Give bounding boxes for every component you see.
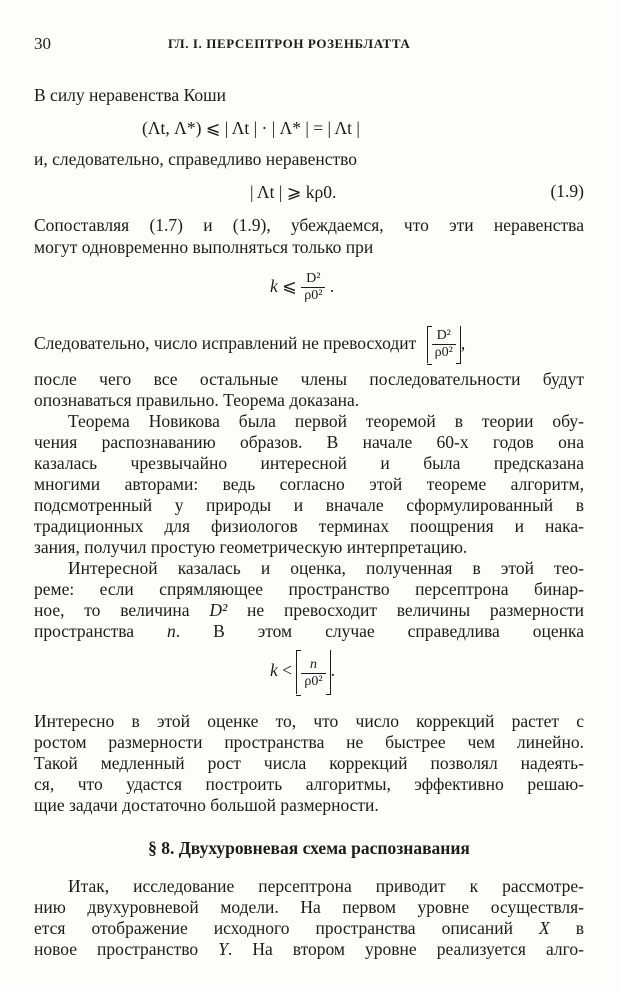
text-segment: не превосходит величины размерности [227, 600, 584, 620]
text-line: ростом размерности пространства не быстрее чем линейно. [34, 732, 584, 752]
text-line: могут одновременно выполняться только при [34, 237, 374, 257]
math-k: k [270, 660, 278, 681]
formula-cauchy: (Λt, Λ*) ⩽ | Λt | · | Λ* | = | Λt | [142, 118, 360, 138]
text-line: зания, получил простую геометрическую интерпретацию. [34, 537, 468, 557]
text-segment: ное, то величина [34, 600, 210, 620]
fraction-numerator: n [301, 657, 325, 674]
page-header [34, 34, 584, 56]
text-line: чения распознаванию образов. В начале 60-х годов она [34, 432, 584, 452]
text-segment: . В этом случае справедлива оценка [175, 621, 584, 641]
math-Y: Y [218, 939, 228, 959]
fraction-numerator: D² [432, 328, 456, 345]
fraction-denominator: ρ0² [304, 674, 323, 690]
text-line: казалась чрезвычайно интересной и была предсказана [34, 453, 584, 473]
text-line [34, 938, 584, 960]
running-head: ГЛ. I. ПЕРСЕПТРОН РОЗЕНБЛАТТА [168, 36, 411, 51]
text-line-with-formula [34, 326, 465, 363]
math-period: . [330, 660, 335, 681]
math-comma: , [460, 332, 466, 353]
math-lt: < [282, 660, 293, 681]
fraction-numerator: D² [301, 271, 325, 288]
math-X: X [538, 918, 550, 938]
formula-k-bound [270, 268, 334, 304]
formula-1-9: | Λt | ⩾ kρ0. [250, 182, 337, 202]
fraction-denominator: ρ0² [434, 345, 453, 361]
text-line: реме: если спрямляющее пространство персептрона бинар- [34, 579, 584, 599]
math-le: ⩽ [282, 276, 297, 296]
text-line: нию двухуровневой модели. На первом уровне осуществля- [34, 897, 584, 917]
section-heading: § 8. Двухуровневая схема распознавания [148, 838, 470, 858]
text-segment: пространства [34, 621, 167, 641]
text-line: Сопоставляя (1.7) и (1.9), убеждаемся, что эти неравенства [34, 215, 584, 235]
floor-bracket [427, 326, 461, 363]
page-number: 30 [34, 34, 51, 53]
text-segment: новое пространство [34, 939, 219, 959]
math-period: . [329, 276, 335, 296]
math-n: n [167, 621, 176, 641]
math-D2: D² [209, 600, 228, 620]
text-line [34, 599, 584, 621]
book-page [34, 0, 584, 990]
text-line [34, 620, 584, 642]
text-line: и, следовательно, справедливо неравенство [34, 149, 358, 169]
text-line: Интересной казалась и оценка, полученная в этой тео- [68, 558, 584, 578]
floor-bracket [296, 650, 330, 694]
text-line: опознаваться правильно. Теорема доказана. [34, 390, 360, 410]
text-segment: Следовательно, число исправлений не превосходит [34, 332, 417, 353]
text-line: Итак, исследование персептрона приводит к рассмотре- [68, 876, 584, 896]
text-segment: . На втором уровне реализуется алго- [227, 939, 584, 959]
text-segment: в [549, 918, 584, 938]
text-line: Теорема Новикова была первой теоремой в теории обу- [68, 411, 584, 431]
fraction [432, 328, 456, 361]
text-line: щие задачи достаточно большой размерности. [34, 795, 379, 815]
math-k: k [270, 276, 278, 296]
text-line: Такой медленный рост числа коррекций позволял надеять- [34, 753, 584, 773]
text-line: многими авторами: ведь согласно этой теореме алгоритм, [34, 474, 584, 494]
formula-k-n-bound [270, 650, 335, 694]
text-line: ся, что удастся построить алгоритмы, эффективно решаю- [34, 774, 584, 794]
text-line [34, 917, 584, 939]
fraction [301, 657, 325, 690]
text-line: после чего все остальные члены последовательности будут [34, 369, 584, 389]
fraction [301, 271, 325, 304]
text-line: Интересно в этой оценке то, что число коррекций растет с [34, 711, 584, 731]
text-line: традиционных для физиологов терминах поощрения и нака- [34, 516, 584, 536]
text-line: подсмотренный у природы и вначале сформулированный в [34, 495, 584, 515]
equation-number: (1.9) [550, 181, 584, 201]
fraction-denominator: ρ0² [304, 288, 323, 304]
text-segment: ется отображение исходного пространства описаний [34, 918, 539, 938]
text-line: В силу неравенства Коши [34, 85, 226, 105]
